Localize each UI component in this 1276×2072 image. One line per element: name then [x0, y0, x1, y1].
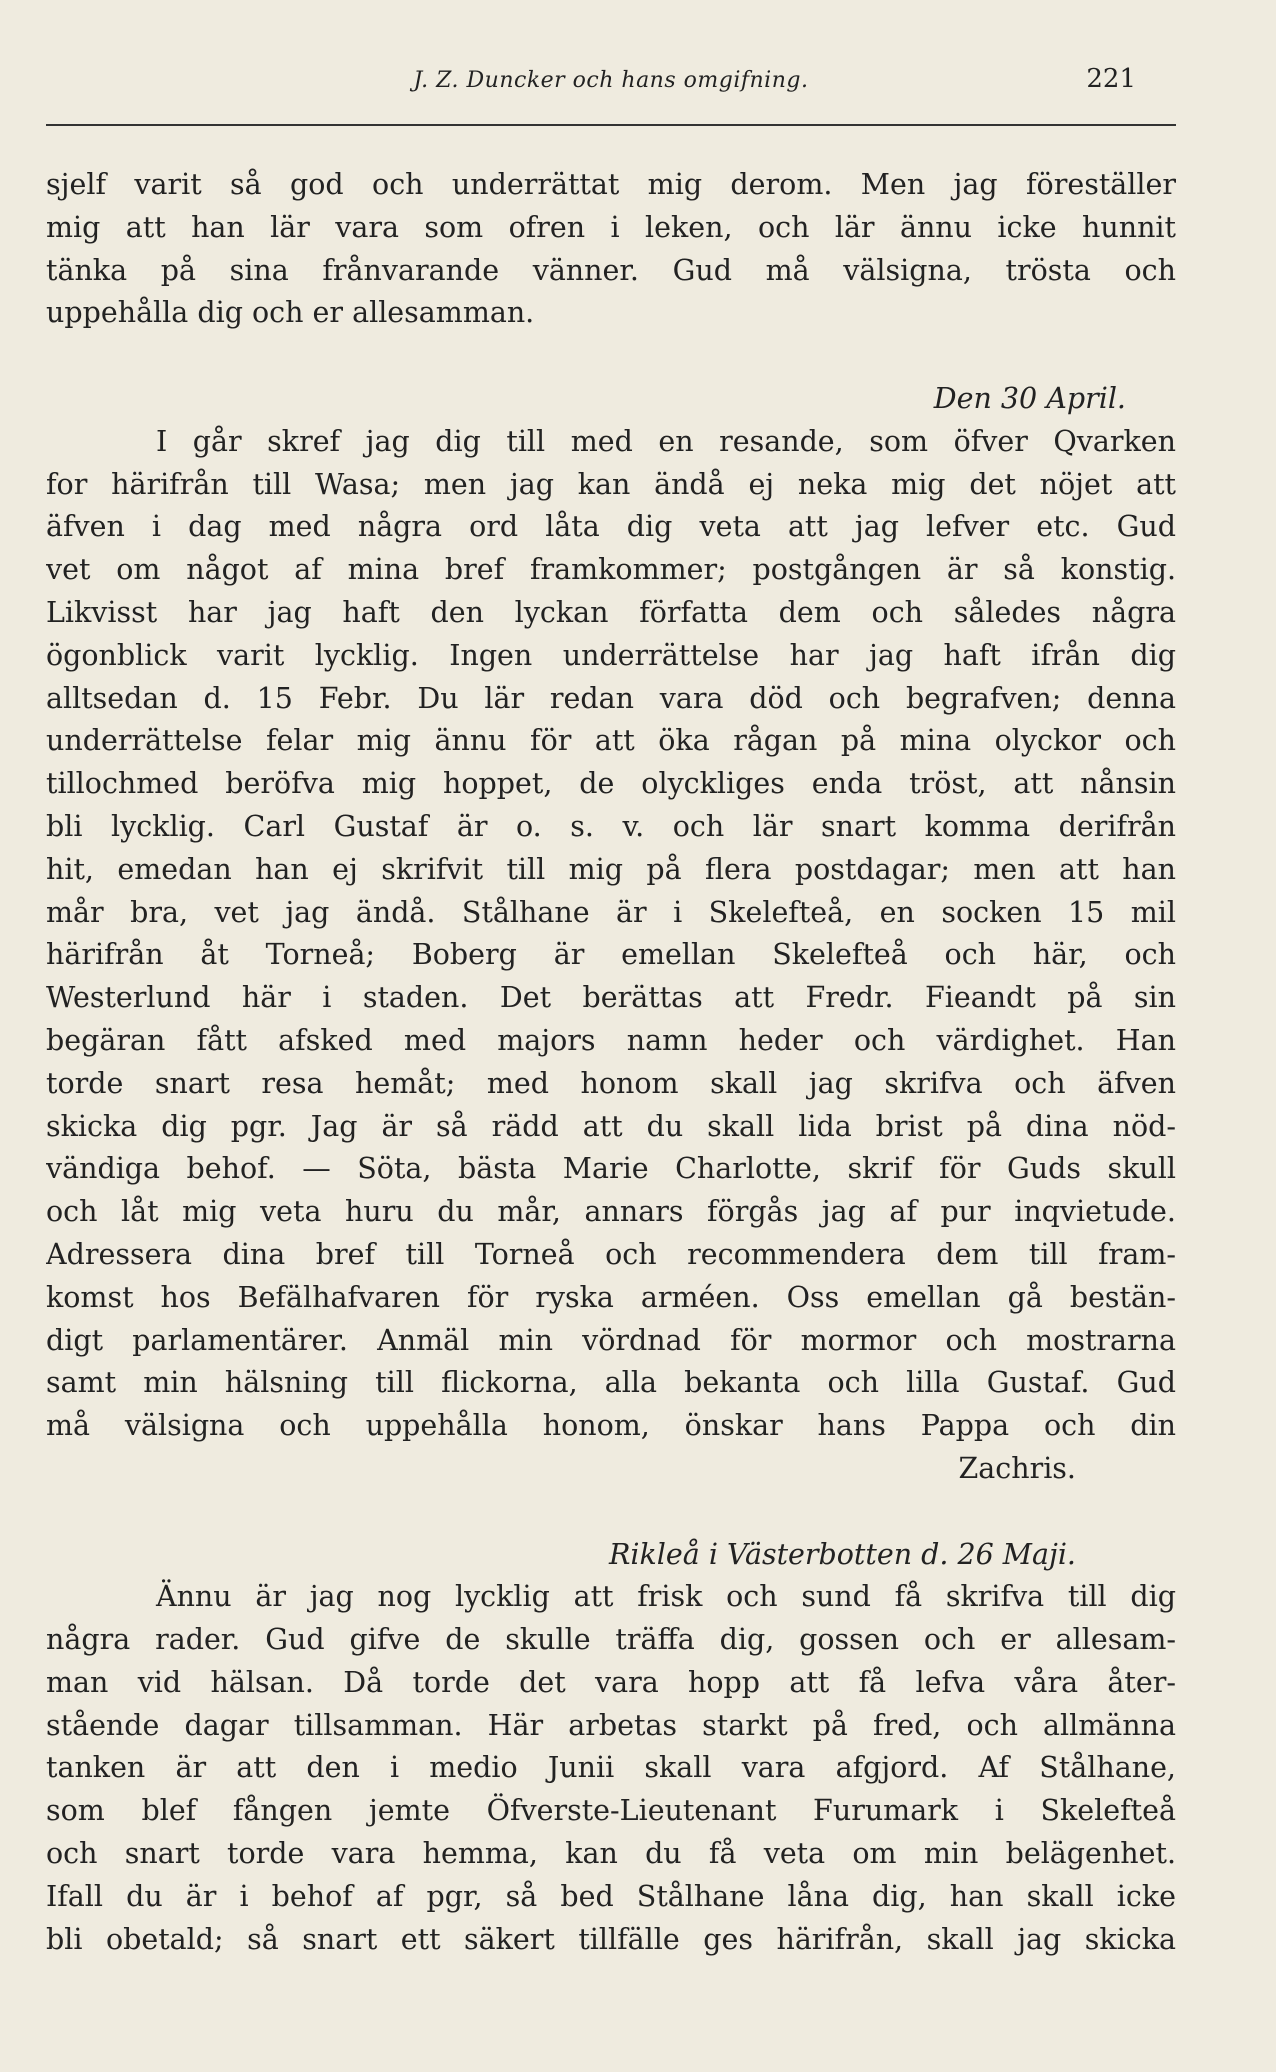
text-line: begäran fått afsked med majors namn heder och värdighet. Han — [46, 1023, 1176, 1057]
text-line: digt parlamentärer. Anmäl min vördnad för mormor och mostrarna — [46, 1323, 1176, 1357]
text-line: uppehålla dig och er allesamman. — [46, 296, 535, 330]
text-line: några rader. Gud gifve de skulle träffa dig, gossen och er allesam- — [46, 1623, 1176, 1657]
text-line: som blef fången jemte Öfverste-Lieutenant Furumark i Skelefteå — [46, 1794, 1176, 1828]
text-line: tanken är att den i medio Junii skall vara afgjord. Af Stålhane, — [46, 1751, 1176, 1785]
text-line: bli obetald; så snart ett säkert tillfälle ges härifrån, skall jag skicka — [46, 1922, 1176, 1956]
text-line: mig att han lär vara som ofren i leken, och lär ännu icke hunnit — [46, 210, 1176, 244]
text-line: tänka på sina frånvarande vänner. Gud må välsigna, trösta och — [46, 253, 1176, 287]
signature: Zachris. — [958, 1451, 1076, 1485]
text-line: må välsigna och uppehålla honom, önskar hans Pappa och din — [46, 1409, 1176, 1443]
text-line: torde snart resa hemåt; med honom skall jag skrifva och äfven — [46, 1066, 1176, 1100]
date-heading-rikleå: Rikleå i Västerbotten d. 26 Maji. — [608, 1537, 1076, 1571]
text-line: Likvisst har jag haft den lyckan författa dem och således några — [46, 595, 1176, 629]
text-line: ögonblick varit lycklig. Ingen underrättelse har jag haft ifrån dig — [46, 638, 1176, 672]
text-line: härifrån åt Torneå; Boberg är emellan Skelefteå och här, och — [46, 938, 1176, 972]
text-line: for härifrån till Wasa; men jag kan ändå ej neka mig det nöjet att — [46, 467, 1176, 501]
text-line: tillochmed beröfva mig hoppet, de olyckliges enda tröst, att nånsin — [46, 767, 1176, 801]
text-line: och snart torde vara hemma, kan du få veta om min belägenhet. — [46, 1837, 1176, 1871]
paragraph-2 — [46, 421, 1176, 1491]
text-line: Ännu är jag nog lycklig att frisk och sund få skrifva till dig — [156, 1580, 1176, 1614]
text-line: samt min hälsning till flickorna, alla bekanta och lilla Gustaf. Gud — [46, 1366, 1176, 1400]
text-line: sjelf varit så god och underrättat mig derom. Men jag föreställer — [46, 168, 1176, 201]
text-line: och låt mig veta huru du mår, annars förgås jag af pur inqvietude. — [46, 1195, 1176, 1229]
running-head — [46, 62, 1176, 102]
text-line: skicka dig pgr. Jag är så rädd att du skall lida brist på dina nöd- — [46, 1109, 1176, 1143]
paragraph-1 — [46, 164, 1176, 335]
text-line: underrättelse felar mig ännu för att öka rågan på mina olyckor och — [46, 724, 1176, 758]
page-number: 221 — [1086, 64, 1136, 94]
running-title: J. Z. Duncker och hans omgifning. — [413, 68, 809, 93]
paragraph-3 — [46, 1576, 1176, 1961]
text-line: alltsedan d. 15 Febr. Du lär redan vara död och begrafven; denna — [46, 681, 1176, 715]
text-line: Adressera dina bref till Torneå och recommendera dem till fram- — [46, 1237, 1176, 1271]
text-line: bli lycklig. Carl Gustaf är o. s. v. och lär snart komma derifrån — [46, 809, 1176, 843]
text-line: äfven i dag med några ord låta dig veta att jag lefver etc. Gud — [46, 510, 1176, 544]
text-line: hit, emedan han ej skrifvit till mig på flera postdagar; men att han — [46, 852, 1176, 886]
text-line: komst hos Befälhafvaren för ryska arméen. Oss emellan gå bestän- — [46, 1280, 1176, 1314]
text-line: mår bra, vet jag ändå. Stålhane är i Skelefteå, en socken 15 mil — [46, 895, 1176, 929]
text-line: man vid hälsan. Då torde det vara hopp att få lefva våra åter- — [46, 1665, 1176, 1699]
text-line: vet om något af mina bref framkommer; postgången är så konstig. — [46, 553, 1176, 587]
text-line: stående dagar tillsamman. Här arbetas starkt på fred, och allmänna — [46, 1708, 1176, 1742]
text-line: Westerlund här i staden. Det berättas att Fredr. Fieandt på sin — [46, 981, 1176, 1015]
header-rule — [46, 124, 1176, 126]
body-text — [46, 164, 1176, 1961]
text-line: I går skref jag dig till med en resande, som öfver Qvarken — [156, 424, 1176, 458]
text-line: vändiga behof. — Söta, bästa Marie Charlotte, skrif för Guds skull — [46, 1152, 1176, 1186]
text-line: Ifall du är i behof af pgr, så bed Stålhane låna dig, han skall icke — [46, 1879, 1176, 1913]
date-heading-april: Den 30 April. — [933, 381, 1126, 415]
